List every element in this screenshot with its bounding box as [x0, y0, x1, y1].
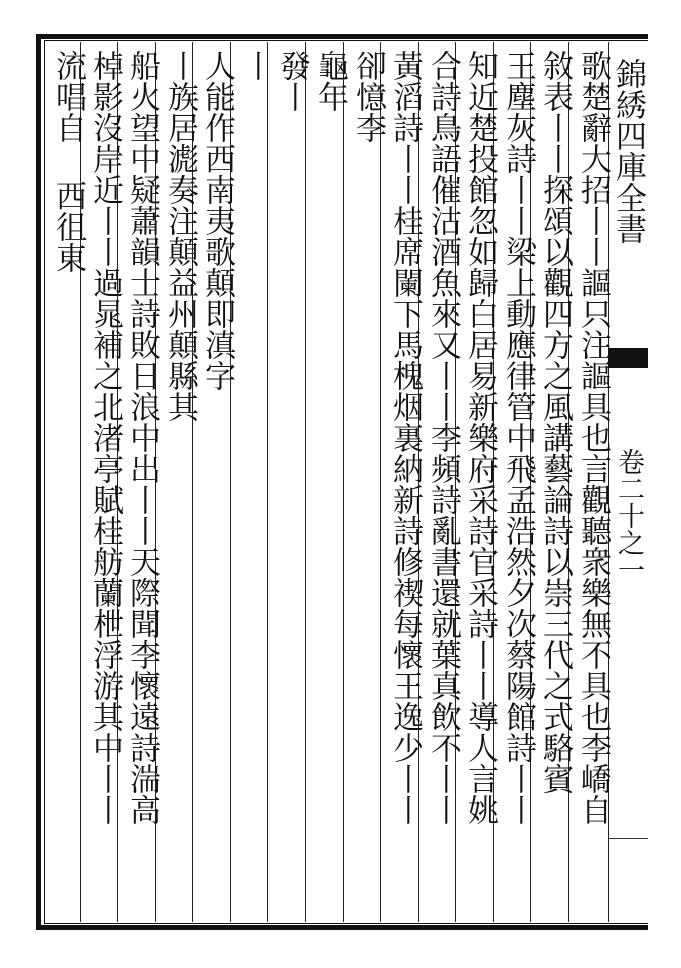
text-column-16: 西徂東 [50, 180, 86, 273]
column-rule [380, 42, 381, 922]
center-divider [608, 838, 648, 839]
text-column-3: 王塵灰詩丨丨梁上動應律管中飛孟浩然夕次蔡陽館詩丨丨 [500, 50, 536, 825]
text-column-15: 流唱自 [50, 50, 86, 143]
text-column-13: 船火望中疑蕭韻士詩敗日浪中出丨丨天際聞李懷遠詩湍高 [124, 50, 160, 825]
text-column-6: 黃滔詩丨丨桂席闌下馬槐烟裏納新詩修禊每懷王逸少丨丨 [387, 50, 423, 825]
column-rule [267, 42, 268, 922]
text-column-14: 棹影沒岸近丨丨過晁補之北渚亭賦桂舫蘭枻浮游其中丨丨 [87, 50, 123, 825]
volume-label: 卷二十之一 [613, 448, 644, 583]
text-column-8: 龜年 [312, 50, 348, 112]
text-column-10: 丨 [237, 50, 273, 81]
column-rule [80, 42, 81, 922]
text-column-4: 知近楚投館忽如歸白居易新樂府采詩官采詩丨丨導人言姚 [462, 50, 498, 825]
text-column-9: 發丨 [274, 50, 310, 112]
text-column-12: 丨族居滮奏注顛益州顛縣其 [162, 50, 198, 422]
text-column-11: 人能作西南夷歌顛即滇字 [199, 50, 235, 391]
column-rule [343, 42, 344, 922]
book-title: 錦綉四庫全書 [610, 58, 646, 244]
text-column-5: 合詩鳥語催沽酒魚來又丨丨李頻詩亂書還就葉真飲不丨丨 [425, 50, 461, 825]
column-rule [305, 42, 306, 922]
text-column-1: 歌楚辭大招丨丨謳只注謳具也言觀聽衆樂無不具也李嶠自 [575, 50, 611, 825]
text-column-2: 敘表丨丨探頌以觀四方之風講藝論詩以崇三代之式駱賓 [537, 50, 573, 794]
text-column-7: 卻憶李 [350, 50, 386, 143]
